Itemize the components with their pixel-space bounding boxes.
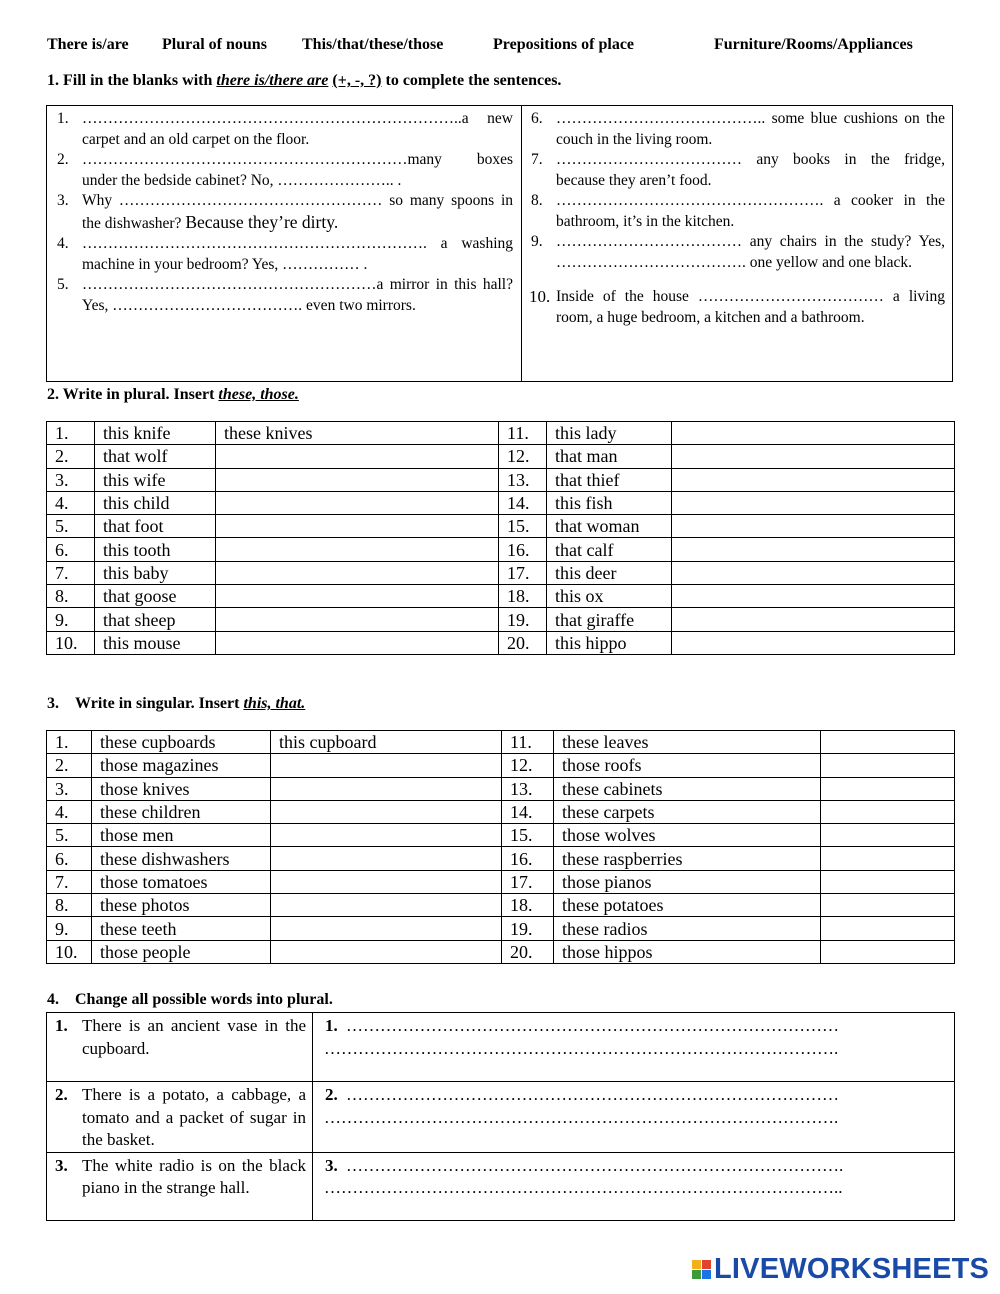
answer-cell[interactable] [271, 777, 502, 800]
item-number: 3. [47, 777, 92, 800]
answer-cell[interactable] [313, 1013, 955, 1082]
answer-cell[interactable] [821, 824, 955, 847]
word-cell: those knives [92, 777, 271, 800]
item-number: 15. [499, 515, 547, 538]
word-cell: those pianos [554, 870, 821, 893]
answer-line[interactable]: ……………………………………………………………………………. [346, 1155, 844, 1175]
answer-cell[interactable] [672, 561, 955, 584]
answer-cell[interactable] [216, 468, 499, 491]
sentence-item[interactable] [57, 234, 513, 275]
topic-there-is-are: There is/are [47, 36, 129, 53]
item-number: 11. [502, 731, 554, 754]
item-number: 5. [47, 515, 95, 538]
item-number: 6. [531, 110, 543, 127]
sentence-text: There is a potato, a cabbage, a tomato and a packet of sugar in the basket. [82, 1085, 306, 1149]
sentence-item[interactable] [57, 150, 513, 191]
heading-key: these, those. [218, 386, 299, 403]
word-cell: this mouse [95, 631, 216, 654]
word-cell: that calf [547, 538, 672, 561]
table-row [47, 894, 955, 917]
word-cell: these cabinets [554, 777, 821, 800]
item-text: …………………………………………………a mirror in this hall? Yes, ………………………………. even two mirrors. [82, 276, 513, 314]
item-number: 9. [47, 917, 92, 940]
topic-furniture: Furniture/Rooms/Appliances [714, 36, 913, 53]
answer-cell[interactable] [821, 894, 955, 917]
answer-cell[interactable] [821, 940, 955, 963]
table-row [47, 777, 955, 800]
item-number: 6. [47, 847, 92, 870]
item-number: 17. [502, 870, 554, 893]
word-cell: this baby [95, 561, 216, 584]
logo-square [702, 1270, 711, 1279]
logo-square [702, 1260, 711, 1269]
word-cell: these cupboards [92, 731, 271, 754]
item-number: 16. [502, 847, 554, 870]
item-number: 8. [47, 894, 92, 917]
word-cell: this fish [547, 491, 672, 514]
sentence-text: There is an ancient vase in the cupboard. [82, 1016, 306, 1058]
table-row [47, 1152, 955, 1220]
answer-cell[interactable] [672, 585, 955, 608]
sentence-item[interactable] [531, 150, 945, 191]
answer-number: 1. [325, 1016, 338, 1035]
word-cell: those wolves [554, 824, 821, 847]
topic-plural-of-nouns: Plural of nouns [162, 36, 267, 53]
item-number: 9. [47, 608, 95, 631]
word-cell: that foot [95, 515, 216, 538]
item-number: 16. [499, 538, 547, 561]
item-number: 13. [499, 468, 547, 491]
word-cell: these photos [92, 894, 271, 917]
word-cell: those tomatoes [92, 870, 271, 893]
item-number: 18. [499, 585, 547, 608]
heading-key: this, that. [243, 695, 306, 712]
answer-cell[interactable]: this cupboard [271, 731, 502, 754]
item-number: 3. [55, 1155, 68, 1175]
heading-text: Write in singular. Insert [75, 695, 244, 712]
answer-cell[interactable] [672, 491, 955, 514]
word-cell: that sheep [95, 608, 216, 631]
answer-line[interactable]: …………………………………………………………………………… [346, 1085, 839, 1104]
table-row [47, 491, 955, 514]
answer-cell[interactable] [821, 847, 955, 870]
answer-line[interactable]: ………………………………………………………………………………. [324, 1038, 839, 1058]
logo-squares-icon [692, 1260, 711, 1279]
word-cell: this wife [95, 468, 216, 491]
item-number: 14. [502, 800, 554, 823]
item-number: 19. [502, 917, 554, 940]
item-number: 10. [529, 287, 551, 306]
answer-cell[interactable] [216, 445, 499, 468]
word-cell: that man [547, 445, 672, 468]
table-row [47, 468, 955, 491]
column-divider [521, 106, 522, 381]
answer-cell[interactable] [672, 608, 955, 631]
item-text: ………………………………….. some blue cushions on the couch in the living room. [556, 110, 945, 148]
logo-square [692, 1260, 701, 1269]
heading-number: 4. [47, 991, 59, 1008]
answer-cell[interactable] [271, 800, 502, 823]
word-cell: this ox [547, 585, 672, 608]
liveworksheets-logo [692, 1253, 989, 1286]
answer-cell[interactable] [672, 538, 955, 561]
item-number: 2. [55, 1085, 68, 1104]
exercise-2-heading [47, 386, 299, 404]
item-number: 9. [531, 233, 543, 250]
heading-key: there is/there are [216, 72, 329, 89]
item-number: 1. [47, 422, 95, 445]
topic-prepositions: Prepositions of place [493, 36, 635, 53]
item-text: ………………………………………………………many boxes under the bedside cabinet? No, ………………….. . [82, 151, 513, 189]
sentence-item[interactable] [531, 109, 945, 150]
table-row [47, 561, 955, 584]
word-cell: these children [92, 800, 271, 823]
word-cell: those people [92, 940, 271, 963]
item-number: 8. [531, 192, 543, 209]
word-cell: those roofs [554, 754, 821, 777]
item-number: 17. [499, 561, 547, 584]
answer-cell[interactable] [271, 870, 502, 893]
table-row [47, 585, 955, 608]
answer-cell[interactable] [216, 631, 499, 654]
word-cell: this lady [547, 422, 672, 445]
answer-cell[interactable] [821, 731, 955, 754]
item-number: 5. [47, 824, 92, 847]
sentence-cell [47, 1013, 313, 1082]
answer-cell[interactable] [672, 445, 955, 468]
answer-cell[interactable] [216, 608, 499, 631]
table-row [47, 631, 955, 654]
word-cell: these potatoes [554, 894, 821, 917]
item-text: Inside of the house ……………………………… a living room, a huge bedroom, a kitchen and a bathroom. [556, 288, 945, 326]
table-row [47, 940, 955, 963]
item-number: 14. [499, 491, 547, 514]
word-cell: that giraffe [547, 608, 672, 631]
item-text: …………………………………………………………. a washing machine in your bedroom? Yes, …………… . [82, 235, 513, 273]
item-number: 15. [502, 824, 554, 847]
word-cell: that wolf [95, 445, 216, 468]
answer-line[interactable]: ………………………………………………………………………………. [324, 1107, 839, 1127]
sentence-item[interactable] [531, 287, 945, 328]
word-cell: these carpets [554, 800, 821, 823]
exercise-2-table [46, 421, 955, 655]
answer-number: 2. [325, 1085, 338, 1104]
answer-cell[interactable] [216, 561, 499, 584]
item-number: 12. [502, 754, 554, 777]
sentence-item[interactable] [531, 191, 945, 232]
word-cell: these radios [554, 917, 821, 940]
sentence-item[interactable] [531, 232, 945, 273]
answer-cell[interactable] [821, 754, 955, 777]
item-number: 18. [502, 894, 554, 917]
answer-cell[interactable] [672, 631, 955, 654]
word-cell: these dishwashers [92, 847, 271, 870]
answer-cell[interactable] [821, 800, 955, 823]
item-number: 19. [499, 608, 547, 631]
item-number: 2. [57, 151, 69, 168]
table-row [47, 515, 955, 538]
table-row [47, 608, 955, 631]
answer-cell[interactable] [216, 538, 499, 561]
item-number: 4. [47, 800, 92, 823]
word-cell: these leaves [554, 731, 821, 754]
table-row [47, 917, 955, 940]
item-number: 3. [47, 468, 95, 491]
table-row [47, 800, 955, 823]
table-row [47, 731, 955, 754]
topic-this-that: This/that/these/those [302, 36, 444, 53]
answer-cell[interactable] [672, 468, 955, 491]
exercise-3-table [46, 730, 955, 964]
answer-cell[interactable] [821, 917, 955, 940]
sentence-item[interactable] [57, 191, 513, 234]
item-number: 8. [47, 585, 95, 608]
answer-cell[interactable] [313, 1082, 955, 1153]
word-cell: this hippo [547, 631, 672, 654]
word-cell: that woman [547, 515, 672, 538]
item-number: 4. [47, 491, 95, 514]
answer-number: 3. [325, 1155, 338, 1175]
item-text: ……………………………… any chairs in the study? Yes, ………………………………. one yellow and one black. [556, 233, 945, 271]
word-cell: these raspberries [554, 847, 821, 870]
item-number: 2. [47, 445, 95, 468]
item-number: 4. [57, 235, 69, 252]
item-number: 7. [47, 870, 92, 893]
table-row [47, 1082, 955, 1153]
item-number: 13. [502, 777, 554, 800]
word-cell: this deer [547, 561, 672, 584]
item-number: 1. [57, 110, 69, 127]
item-number: 11. [499, 422, 547, 445]
word-cell: these teeth [92, 917, 271, 940]
table-row [47, 847, 955, 870]
answer-cell[interactable] [271, 894, 502, 917]
heading-text: 1. Fill in the blanks with [47, 72, 217, 89]
item-text-extra: Because they’re dirty. [185, 211, 339, 232]
logo-square [692, 1270, 701, 1279]
table-row [47, 824, 955, 847]
word-cell: this knife [95, 422, 216, 445]
sentence-cell [47, 1082, 313, 1153]
table-row [47, 870, 955, 893]
sentence-item[interactable] [57, 109, 513, 150]
table-row [47, 538, 955, 561]
exercise-3-heading [47, 695, 305, 713]
sentence-text: The white radio is on the black piano in the strange hall. [82, 1155, 306, 1197]
word-cell: those men [92, 824, 271, 847]
item-number: 7. [47, 561, 95, 584]
word-cell: this tooth [95, 538, 216, 561]
answer-cell[interactable] [821, 777, 955, 800]
logo-text: LIVEWORKSHEETS [714, 1253, 990, 1285]
table-row [47, 422, 955, 445]
item-number: 1. [55, 1016, 68, 1035]
item-number: 5. [57, 276, 69, 293]
answer-cell[interactable] [271, 824, 502, 847]
exercise-4-table [46, 1012, 955, 1221]
answer-cell[interactable] [672, 515, 955, 538]
item-number: 6. [47, 538, 95, 561]
exercise-1-box [46, 105, 953, 382]
word-cell: that goose [95, 585, 216, 608]
sentence-item[interactable] [57, 275, 513, 316]
item-number: 10. [47, 631, 95, 654]
word-cell: that thief [547, 468, 672, 491]
item-text: ……………………………… any books in the fridge, because they aren’t food. [556, 151, 945, 189]
answer-cell[interactable] [216, 491, 499, 514]
answer-cell[interactable] [216, 515, 499, 538]
table-row [47, 1013, 955, 1082]
word-cell: those hippos [554, 940, 821, 963]
item-number: 2. [47, 754, 92, 777]
table-row [47, 445, 955, 468]
item-number: 3. [57, 192, 69, 209]
answer-cell[interactable]: these knives [216, 422, 499, 445]
heading-suffix: to complete the sentences. [381, 72, 562, 89]
sentence-cell [47, 1152, 313, 1220]
answer-cell[interactable] [672, 422, 955, 445]
item-number: 1. [47, 731, 92, 754]
exercise-1-left-column [57, 109, 513, 316]
exercise-4-heading [47, 991, 333, 1009]
item-number: 20. [502, 940, 554, 963]
item-number: 20. [499, 631, 547, 654]
answer-cell[interactable] [271, 754, 502, 777]
heading-number: 3. [47, 695, 59, 712]
item-number: 10. [47, 940, 92, 963]
heading-text: Change all possible words into plural. [75, 991, 333, 1008]
answer-cell[interactable] [216, 585, 499, 608]
heading-symbols: (+, -, ?) [332, 72, 382, 89]
item-text: ………………………………………………………………..a new carpet and an old carpet on the floor. [82, 110, 513, 148]
heading-text: 2. Write in plural. Insert [47, 386, 219, 403]
item-text: Why …………………………………………… so many spoons in the dishwasher? [82, 192, 513, 232]
table-row [47, 754, 955, 777]
exercise-1-heading [47, 72, 561, 90]
answer-cell[interactable] [271, 917, 502, 940]
answer-line[interactable]: ……………………………………………………………………………….. [324, 1178, 843, 1197]
answer-cell[interactable] [313, 1152, 955, 1220]
item-number: 7. [531, 151, 543, 168]
item-text: ……………………………………………. a cooker in the bathroom, it’s in the kitchen. [556, 192, 945, 230]
answer-cell[interactable] [271, 847, 502, 870]
exercise-1-right-column [531, 109, 945, 328]
word-cell: this child [95, 491, 216, 514]
answer-cell[interactable] [821, 870, 955, 893]
answer-cell[interactable] [271, 940, 502, 963]
item-number: 12. [499, 445, 547, 468]
answer-line[interactable]: …………………………………………………………………………… [346, 1016, 839, 1035]
word-cell: those magazines [92, 754, 271, 777]
